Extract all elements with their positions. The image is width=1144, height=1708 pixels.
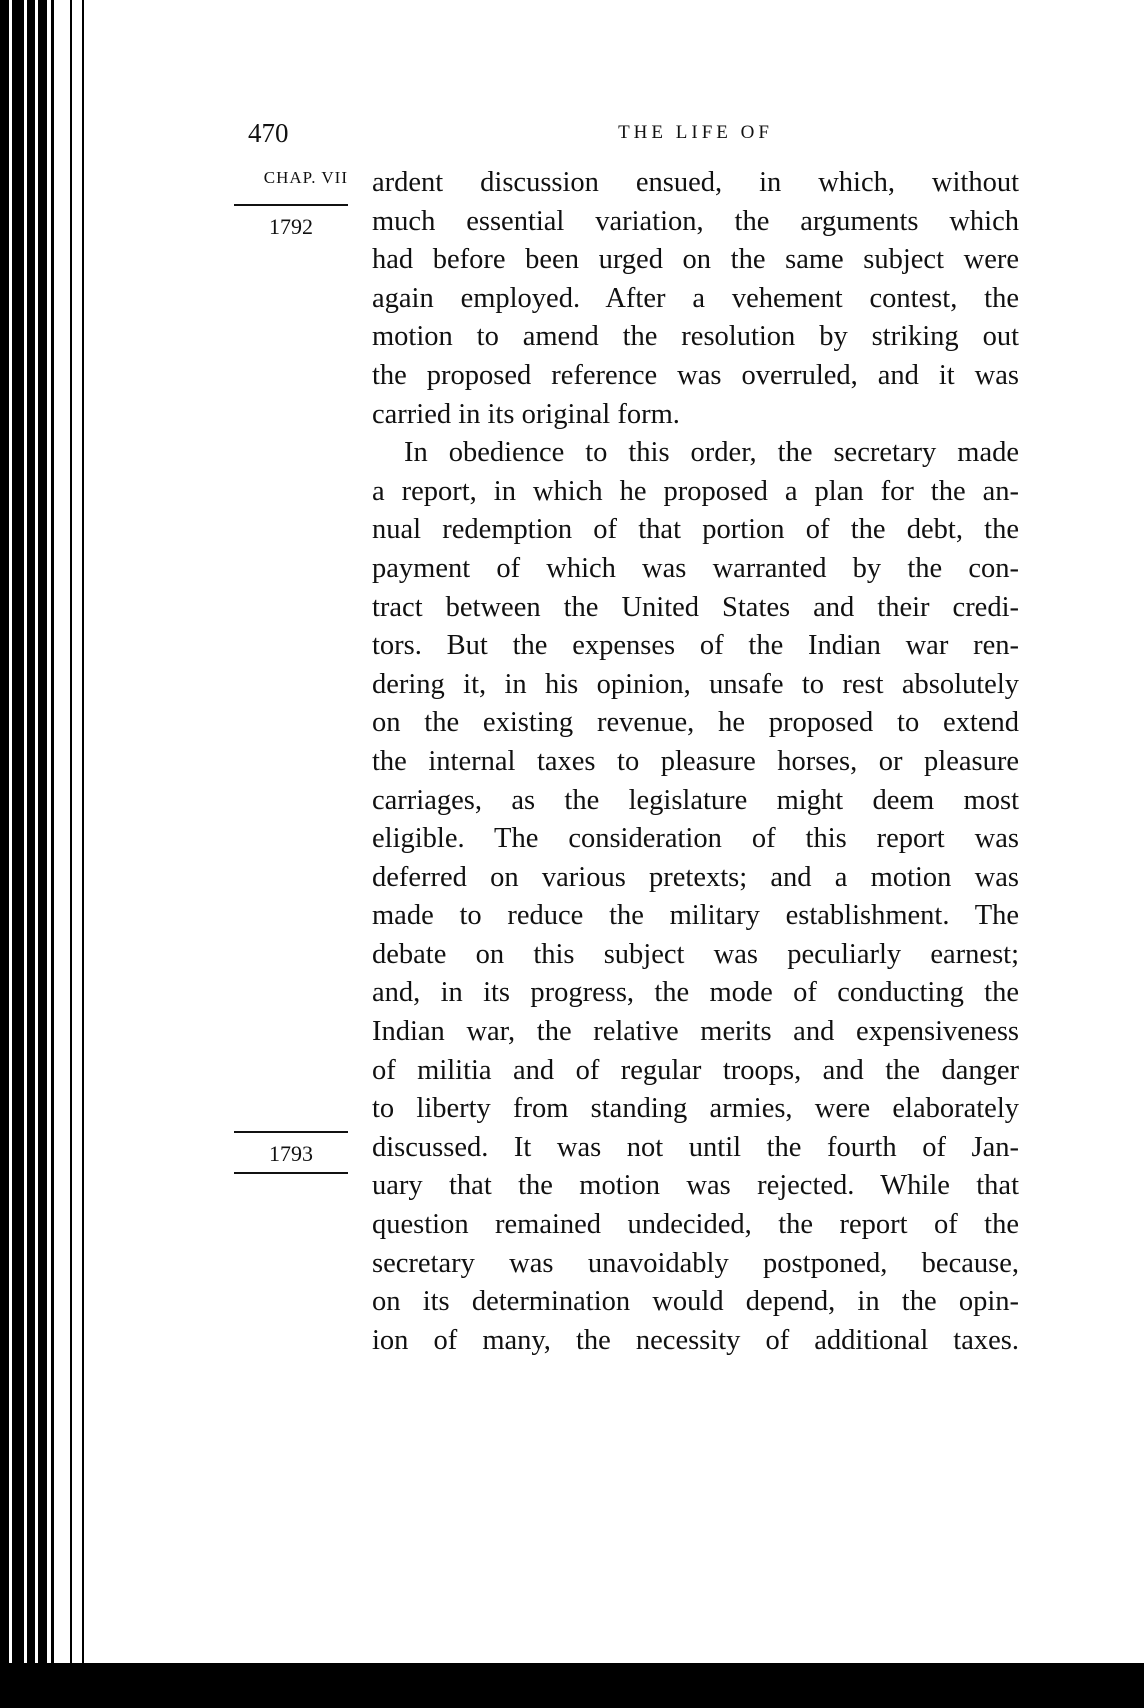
year-marginal-note: 1792 [269,214,313,239]
text-line: uary that the motion was rejected. While that [372,1170,1019,1202]
book-binding-edge [0,0,95,1708]
binding-stripe [82,0,84,1708]
margin-rule [234,1131,348,1133]
text-line: on the existing revenue, he proposed to extend [372,707,1019,739]
body-text [372,164,1019,1360]
year-marginal-note: 1793 [269,1141,313,1166]
text-line: discussed. It was not until the fourth of Jan- [372,1131,1019,1163]
text-line: carriages, as the legislature might deem most [372,784,1019,816]
text-line: nual redemption of that portion of the debt, the [372,514,1019,546]
text-line: carried in its original form. [372,398,680,430]
text-line: the internal taxes to pleasure horses, or pleasure [372,745,1019,777]
text-line: ion of many, the necessity of additional taxes. [372,1324,1019,1356]
scan-bottom-edge [0,1663,1144,1708]
binding-stripe [0,0,9,1708]
text-line: to liberty from standing armies, were elaborately [372,1093,1019,1125]
binding-stripe [38,0,47,1708]
binding-stripe [70,0,72,1708]
binding-stripe [27,0,35,1708]
text-line: on its determination would depend, in the opin- [372,1286,1019,1318]
text-line: had before been urged on the same subject were [372,244,1019,276]
text-line: In obedience to this order, the secretary made [404,437,1019,469]
text-line: of militia and of regular troops, and the danger [372,1054,1019,1086]
margin-rule [234,1172,348,1174]
binding-stripe [12,0,24,1708]
chapter-marginal-note: CHAP. VII [263,168,348,187]
text-line: tors. But the expenses of the Indian war ren- [372,630,1019,662]
text-line: secretary was unavoidably postponed, because, [372,1247,1019,1279]
text-line: made to reduce the military establishment. The [372,900,1019,932]
margin-rule [234,204,348,206]
text-line: a report, in which he proposed a plan for the an- [372,475,1019,507]
text-line: and, in its progress, the mode of conducting the [372,977,1019,1009]
text-line: much essential variation, the arguments which [372,205,1019,237]
page-number: 470 [248,118,289,148]
text-line: dering it, in his opinion, unsafe to rest absolutely [372,668,1019,700]
text-line: tract between the United States and their credi- [372,591,1019,623]
text-line: ardent discussion ensued, in which, without [372,167,1019,198]
text-line: Indian war, the relative merits and expensiveness [372,1016,1019,1048]
text-line: question remained undecided, the report of the [372,1209,1019,1241]
binding-stripe [51,0,54,1708]
text-line: again employed. After a vehement contest, the [372,282,1019,314]
text-line: debate on this subject was peculiarly earnest; [372,938,1019,970]
text-line: payment of which was warranted by the con- [372,552,1019,584]
text-line: motion to amend the resolution by striking out [372,321,1019,353]
text-line: the proposed reference was overruled, and it was [372,359,1019,391]
text-line: deferred on various pretexts; and a motion was [372,861,1019,893]
text-line: eligible. The consideration of this report was [372,823,1019,855]
running-head: THE LIFE OF [618,122,773,143]
